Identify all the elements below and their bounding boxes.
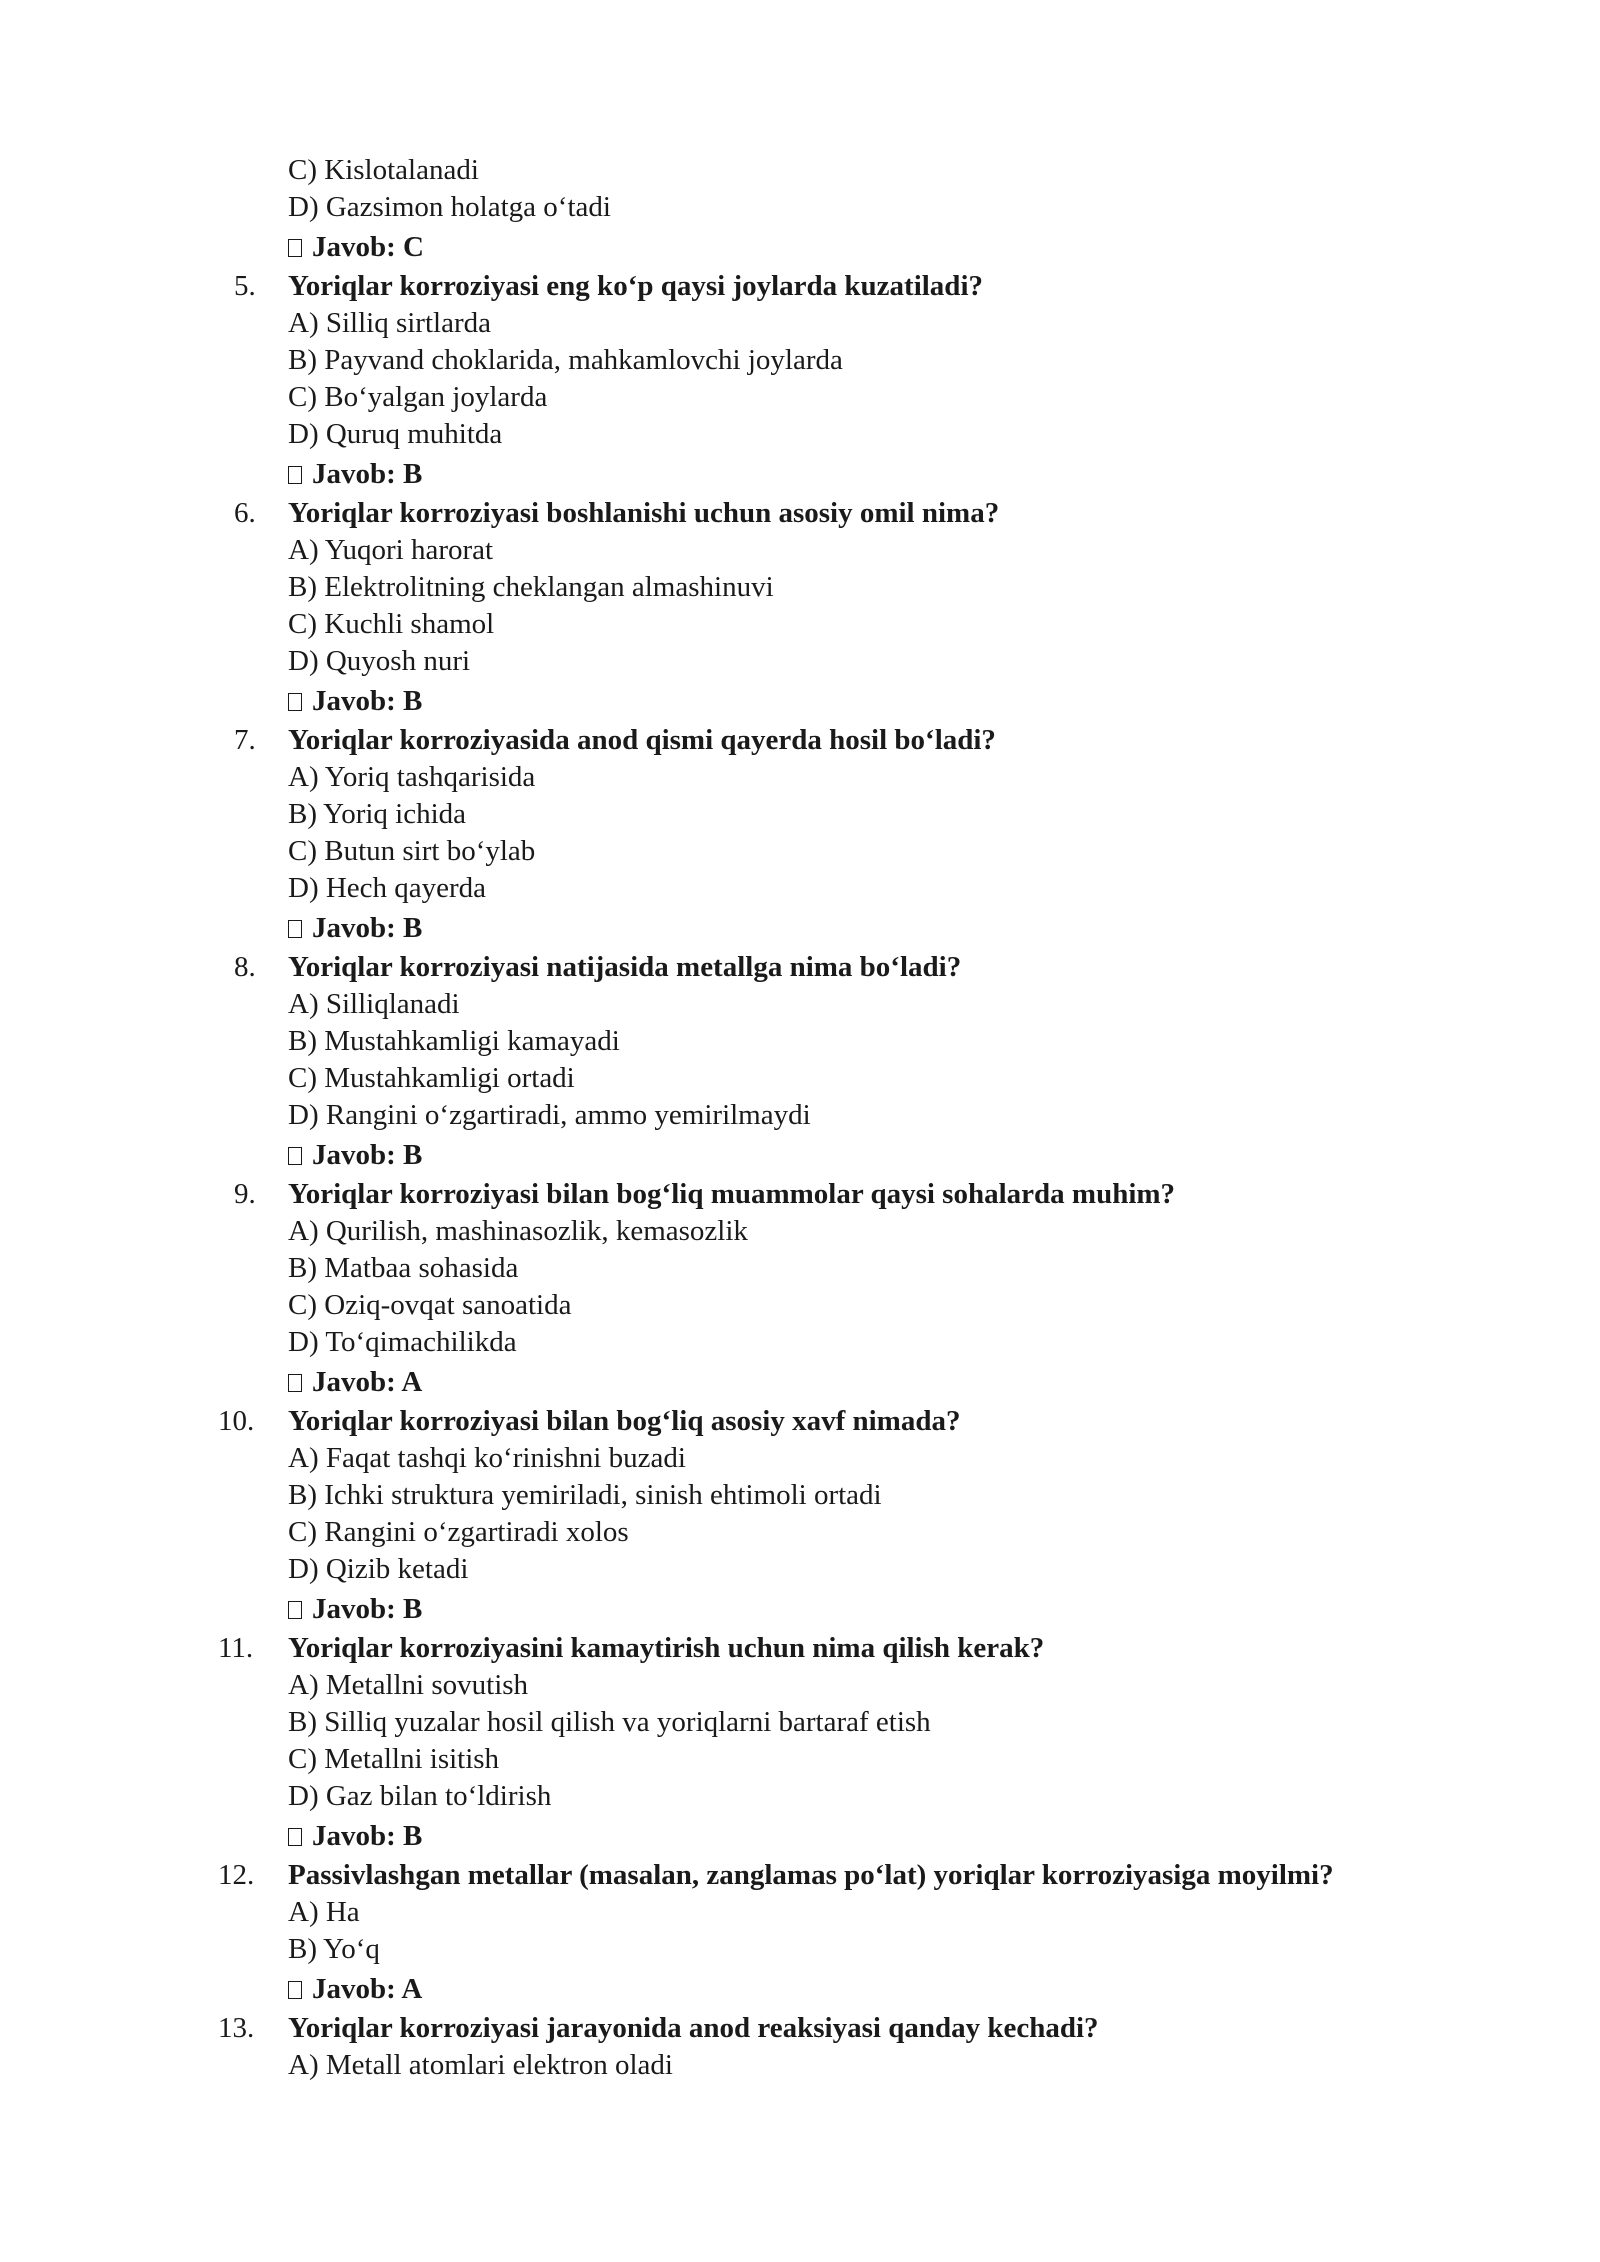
answer-text: Javob: C	[312, 231, 424, 263]
option-line: A) Silliqlanadi	[288, 988, 460, 1020]
option-line: B) Yo‘q	[288, 1933, 380, 1965]
option-line: D) To‘qimachilikda	[288, 1326, 517, 1358]
question-text: Yoriqlar korroziyasi eng ko‘p qaysi joylarda kuzatiladi?	[288, 270, 983, 302]
checkbox-icon	[288, 693, 302, 711]
option-line: A) Yuqori harorat	[288, 534, 494, 566]
answer-line	[234, 453, 1534, 495]
option-line: A) Metallni sovutish	[288, 1669, 529, 1701]
option-line: B) Payvand choklarida, mahkamlovchi joylarda	[288, 344, 843, 376]
question-text: Yoriqlar korroziyasi jarayonida anod reaksiyasi qanday kechadi?	[288, 2012, 1099, 2044]
question-number: 9.	[234, 1178, 256, 1210]
question-block	[234, 268, 1534, 495]
checkbox-icon	[288, 1601, 302, 1619]
option-line: A) Faqat tashqi ko‘rinishni buzadi	[288, 1442, 686, 1474]
question-number: 12.	[218, 1859, 255, 1891]
option-line: A) Yoriq tashqarisida	[288, 761, 536, 793]
option-line: B) Yoriq ichida	[288, 798, 467, 830]
option-line: D) Quyosh nuri	[288, 645, 471, 677]
answer-text: Javob: A	[312, 1366, 423, 1398]
option-line: C) Oziq-ovqat sanoatida	[288, 1289, 572, 1321]
checkbox-icon	[288, 1374, 302, 1392]
question-line	[234, 495, 1534, 532]
checkbox-icon	[288, 1981, 302, 1999]
option-line: B) Silliq yuzalar hosil qilish va yoriqlarni bartaraf etish	[288, 1706, 931, 1738]
question-number: 10.	[218, 1405, 255, 1437]
option-line: D) Quruq muhitda	[288, 418, 503, 450]
question-block	[234, 722, 1534, 949]
option-line: B) Elektrolitning cheklangan almashinuvi	[288, 571, 774, 603]
option-line: C) Bo‘yalgan joylarda	[288, 381, 548, 413]
option-line: B) Mustahkamligi kamayadi	[288, 1025, 620, 1057]
checkbox-icon	[288, 1147, 302, 1165]
checkbox-icon	[288, 239, 302, 257]
question-number: 5.	[234, 270, 256, 302]
option-line: A) Ha	[288, 1896, 360, 1928]
option-line: C) Mustahkamligi ortadi	[288, 1062, 575, 1094]
answer-line	[234, 680, 1534, 722]
answer-line	[234, 1815, 1534, 1857]
answer-line	[234, 1588, 1534, 1630]
option-line: B) Matbaa sohasida	[288, 1252, 519, 1284]
question-text: Yoriqlar korroziyasi natijasida metallga nima bo‘ladi?	[288, 951, 962, 983]
question-text: Yoriqlar korroziyasi bilan bog‘liq muammolar qaysi sohalarda muhim?	[288, 1178, 1176, 1210]
question-line	[234, 268, 1534, 305]
question-text: Yoriqlar korroziyasi boshlanishi uchun asosiy omil nima?	[288, 497, 1000, 529]
option-line: C) Butun sirt bo‘ylab	[288, 835, 536, 867]
question-text: Yoriqlar korroziyasida anod qismi qayerda hosil bo‘ladi?	[288, 724, 996, 756]
answer-text: Javob: B	[312, 912, 423, 944]
question-block	[218, 1857, 1534, 2010]
question-block	[234, 495, 1534, 722]
question-text: Yoriqlar korroziyasini kamaytirish uchun nima qilish kerak?	[288, 1632, 1045, 1664]
question-line	[234, 949, 1534, 986]
question-number: 6.	[234, 497, 256, 529]
answer-text: Javob: B	[312, 1593, 423, 1625]
question-block	[234, 949, 1534, 1176]
answer-text: Javob: B	[312, 1139, 423, 1171]
question-block	[234, 1176, 1534, 1403]
option-line: D) Qizib ketadi	[288, 1553, 469, 1585]
question-line	[234, 1176, 1534, 1213]
option-line: D) Hech qayerda	[288, 872, 487, 904]
question-line	[218, 1857, 1534, 1894]
question-line	[234, 722, 1534, 759]
answer-text: Javob: B	[312, 685, 423, 717]
question-number: 7.	[234, 724, 256, 756]
question-block	[218, 1403, 1534, 1630]
question-line	[218, 1630, 1534, 1667]
option-line: A) Metall atomlari elektron oladi	[288, 2049, 673, 2081]
option-line: C) Metallni isitish	[288, 1743, 500, 1775]
checkbox-icon	[288, 466, 302, 484]
option-line: D) Gaz bilan to‘ldirish	[288, 1780, 552, 1812]
answer-text: Javob: A	[312, 1973, 423, 2005]
option-line: C) Kislotalanadi	[288, 154, 479, 186]
question-number: 13.	[218, 2012, 255, 2044]
checkbox-icon	[288, 920, 302, 938]
option-line: C) Kuchli shamol	[288, 608, 495, 640]
question-line	[218, 1403, 1534, 1440]
question-block	[218, 2010, 1534, 2084]
question-number: 8.	[234, 951, 256, 983]
answer-line	[234, 1361, 1534, 1403]
checkbox-icon	[288, 1828, 302, 1846]
top-partial-block	[234, 152, 1534, 268]
question-number: 11.	[218, 1632, 254, 1664]
answer-line	[234, 1968, 1534, 2010]
answer-line	[234, 226, 1534, 268]
answer-text: Javob: B	[312, 1820, 423, 1852]
question-text: Passivlashgan metallar (masalan, zanglamas po‘lat) yoriqlar korroziyasiga moyilmi?	[288, 1859, 1334, 1891]
question-block	[218, 1630, 1534, 1857]
question-text: Yoriqlar korroziyasi bilan bog‘liq asosiy xavf nimada?	[288, 1405, 961, 1437]
option-line: D) Gazsimon holatga o‘tadi	[288, 191, 611, 223]
quiz-content	[218, 152, 1534, 2084]
option-line: A) Qurilish, mashinasozlik, kemasozlik	[288, 1215, 748, 1247]
question-line	[218, 2010, 1534, 2047]
answer-line	[234, 1134, 1534, 1176]
option-line: D) Rangini o‘zgartiradi, ammo yemirilmaydi	[288, 1099, 811, 1131]
option-line: B) Ichki struktura yemiriladi, sinish ehtimoli ortadi	[288, 1479, 882, 1511]
option-line: C) Rangini o‘zgartiradi xolos	[288, 1516, 629, 1548]
answer-line	[234, 907, 1534, 949]
answer-text: Javob: B	[312, 458, 423, 490]
option-line: A) Silliq sirtlarda	[288, 307, 491, 339]
